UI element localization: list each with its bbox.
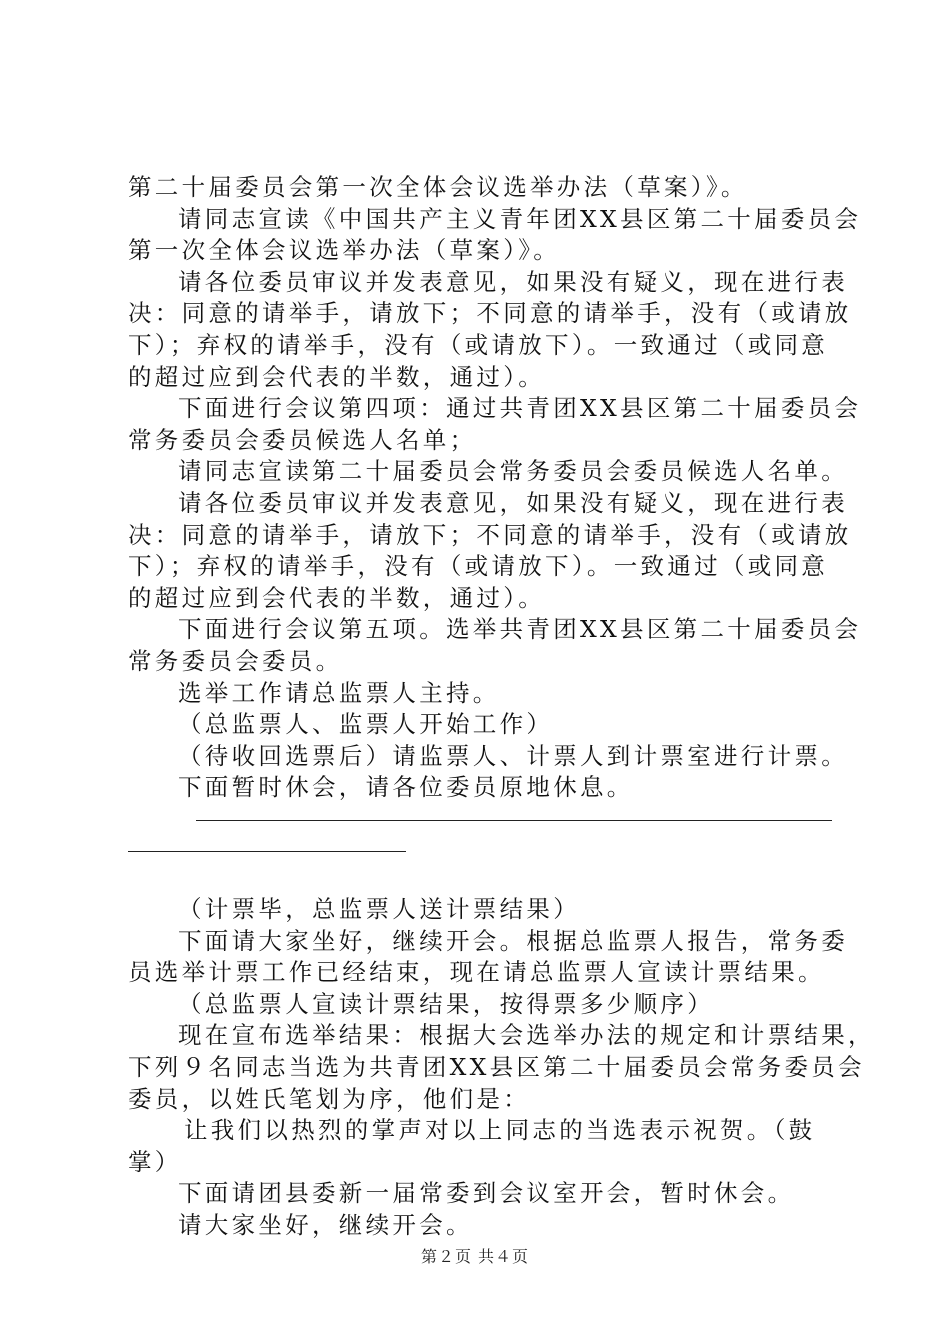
spacer [128,867,834,894]
text-line: 决：同意的请举手，请放下；不同意的请举手，没有（或请放 [128,299,852,328]
text-line: 员选举计票工作已经结束，现在请总监票人宣读计票结果。 [128,958,825,987]
text-line: 的超过应到会代表的半数，通过）。 [128,583,546,612]
text-line: 请各位委员审议并发表意见，如果没有疑义，现在进行表 [178,267,848,296]
document-body [128,172,875,1242]
text-line: 选举工作请总监票人主持。 [178,678,500,707]
text-line: 掌） [128,1147,182,1176]
separator-line [196,820,832,821]
separator-rule [128,835,834,867]
text-line: （总监票人、监票人开始工作） [178,710,554,739]
text-line: 委员，以姓氏笔划为序，他们是： [128,1084,530,1113]
text-line: 下面请大家坐好，继续开会。根据总监票人报告，常务委 [178,926,848,955]
text-line: 请各位委员审议并发表意见，如果没有疑义，现在进行表 [178,488,848,517]
text-line: 让我们以热烈的掌声对以上同志的当选表示祝贺。（鼓 [184,1116,816,1145]
text-line: 下面请团县委新一届常委到会议室开会，暂时休会。 [178,1179,795,1208]
text-line: （计票毕，总监票人送计票结果） [178,895,580,924]
text-line: 下面暂时休会，请各位委员原地休息。 [178,773,634,802]
text-line: （待收回选票后）请监票人、计票人到计票室进行计票。 [178,741,848,770]
text-line: 下）；弃权的请举手，没有（或请放下）。一致通过（或同意 [128,330,829,359]
text-line: 的超过应到会代表的半数，通过）。 [128,362,546,391]
text-line: 下面进行会议第四项：通过共青团XX县区第二十届委员会 [178,394,862,423]
text-line: 下面进行会议第五项。选举共青团XX县区第二十届委员会 [178,615,862,644]
text-line: 现在宣布选举结果：根据大会选举办法的规定和计票结果， [178,1021,875,1050]
text-line: 常务委员会委员候选人名单； [128,425,477,454]
separator-line [128,851,406,852]
text-line: 请同志宣读《中国共产主义青年团XX县区第二十届委员会 [178,204,862,233]
text-line: 常务委员会委员。 [128,646,343,675]
text-line: 请同志宣读第二十届委员会常务委员会委员候选人名单。 [178,457,848,486]
text-line: （总监票人宣读计票结果，按得票多少顺序） [178,989,714,1018]
text-line: 决：同意的请举手，请放下；不同意的请举手，没有（或请放 [128,520,852,549]
text-line: 请大家坐好，继续开会。 [178,1211,473,1239]
text-line: 第二十届委员会第一次全体会议选举办法（草案）》。 [128,173,748,201]
separator-rule [128,804,834,836]
text-line: 下）；弃权的请举手，没有（或请放下）。一致通过（或同意 [128,552,829,581]
text-line: 第一次全体会议选举办法（草案）》。 [128,236,561,265]
text-line: 下列９名同志当选为共青团XX县区第二十届委员会常务委员会 [128,1053,865,1082]
page-number-footer: 第２页 共４页 [420,1247,530,1266]
